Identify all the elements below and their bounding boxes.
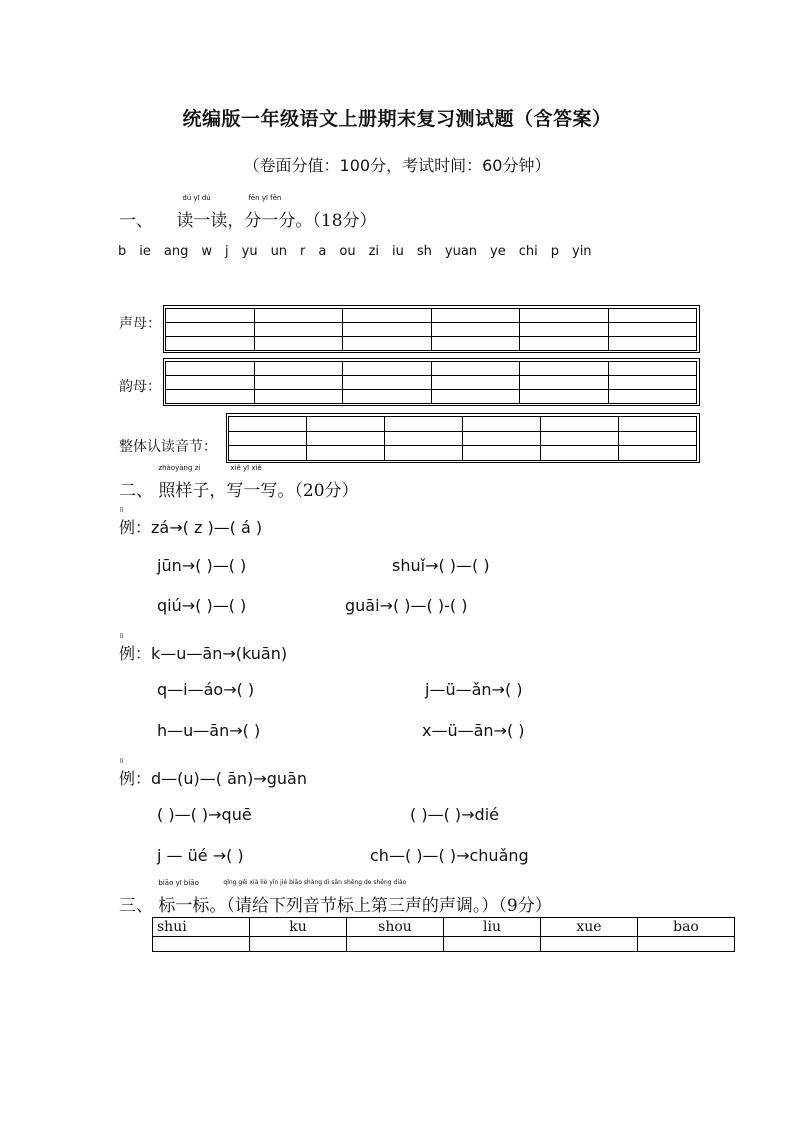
letter-item: ye [490, 244, 506, 259]
answer-cell[interactable] [165, 389, 255, 404]
answer-cell[interactable] [519, 361, 609, 376]
letter-item: chi [518, 244, 538, 259]
syllable-cell: shou [347, 918, 444, 937]
letter-item: sh [416, 244, 432, 259]
answer-cell[interactable] [540, 445, 619, 461]
answer-cell[interactable] [431, 322, 521, 337]
answer-cell[interactable] [254, 322, 344, 337]
answer-cell[interactable] [462, 416, 541, 432]
syllable-cell: shui [153, 918, 250, 937]
answer-cell[interactable] [342, 322, 432, 337]
answer-cell[interactable] [608, 389, 698, 404]
letter-list [118, 244, 605, 259]
example3-text: d—(u)—( ān)→guān [151, 769, 307, 788]
section2-heading [119, 464, 359, 501]
letter-item: ou [339, 244, 356, 259]
answer-cell[interactable] [342, 389, 432, 404]
answer-cell[interactable] [431, 389, 521, 404]
exercise-que: ( )—( )→quē [157, 805, 252, 824]
section1-title-part2: 分一分。（18分） [244, 211, 377, 231]
section3-title-part2: 。（请给下列音节标上第三声的声调。）（9分） [209, 896, 552, 916]
section2-title-part1: 照样子， [158, 481, 227, 501]
answer-cell[interactable] [431, 308, 521, 323]
syllable-cell: ku [250, 918, 347, 937]
tone-answer-cell[interactable] [444, 937, 541, 952]
letter-item: un [270, 244, 288, 259]
answer-cell[interactable] [608, 361, 698, 376]
label-zhengti: 整体认读音节： [119, 439, 217, 455]
answer-cell[interactable] [608, 336, 698, 351]
answer-cell[interactable] [618, 416, 697, 432]
answer-cell[interactable] [431, 375, 521, 390]
syllable-cell: xue [541, 918, 638, 937]
example1 [119, 507, 263, 538]
example2: lì 例：k—u—ān→(kuān) [119, 633, 288, 663]
section2-ruby1: zhàoyàng zi [158, 464, 201, 472]
answer-cell[interactable] [165, 322, 255, 337]
tone-answer-cell[interactable] [638, 937, 735, 952]
exercise-juan: j—ü—ǎn→( ) [425, 680, 523, 699]
answer-cell[interactable] [540, 431, 619, 447]
section2-title-part2: 写一写。（20分） [226, 481, 359, 501]
answer-cell[interactable] [608, 322, 698, 337]
exercise-qiao: q—i—áo→( ) [157, 680, 255, 699]
answer-cell[interactable] [228, 445, 307, 461]
letter-item: p [550, 244, 559, 259]
letter-item: w [201, 244, 212, 259]
example2-text: k—u—ān→(kuān) [151, 644, 288, 663]
section1-title-part1: 读一读， [176, 211, 245, 231]
page-title: 统编版一年级语文上册期末复习测试题（含答案） [182, 108, 612, 130]
answer-cell[interactable] [165, 336, 255, 351]
answer-cell[interactable] [306, 431, 385, 447]
tone-table [152, 917, 735, 952]
section1-number: 一、 [119, 211, 153, 231]
letter-item: b [118, 244, 127, 259]
answer-cell[interactable] [384, 445, 463, 461]
answer-cell[interactable] [254, 375, 344, 390]
section2-ruby2: xiě yī xiě [230, 464, 262, 472]
answer-cell[interactable] [519, 389, 609, 404]
exercise-die: ( )—( )→dié [410, 805, 499, 824]
zhengti-grid [226, 413, 700, 463]
page-subtitle: （卷面分值：100分，考试时间：60分钟） [243, 156, 551, 175]
section3-heading [119, 879, 552, 916]
answer-cell[interactable] [519, 375, 609, 390]
section3-title-part1: 标一标 [158, 896, 210, 916]
answer-cell[interactable] [540, 416, 619, 432]
exercise-qiu: qiú→( )—( ) [157, 596, 247, 615]
answer-cell[interactable] [228, 431, 307, 447]
section3-number: 三、 [119, 896, 153, 916]
label-yunmu: 韵母： [119, 379, 161, 395]
section3-ruby1: biāo yī biāo [158, 879, 199, 887]
section3-ruby2: qǐng gěi xià liè yīn jié biāo shàng dì sān shēng de shēng diào [223, 879, 407, 886]
syllable-cell: bao [638, 918, 735, 937]
answer-cell[interactable] [384, 431, 463, 447]
answer-cell[interactable] [462, 431, 541, 447]
answer-cell[interactable] [342, 375, 432, 390]
section1-heading [119, 194, 377, 231]
answer-cell[interactable] [384, 416, 463, 432]
li-ruby: lì [120, 507, 124, 514]
answer-cell[interactable] [519, 336, 609, 351]
answer-cell[interactable] [519, 308, 609, 323]
letter-item: yin [572, 244, 592, 259]
exercise-huan: h—u—ān→( ) [157, 721, 261, 740]
answer-cell[interactable] [431, 361, 521, 376]
letter-item: ie [139, 244, 151, 259]
answer-cell[interactable] [618, 431, 697, 447]
tone-answer-cell[interactable] [250, 937, 347, 952]
label-shengmu: 声母： [119, 316, 161, 332]
answer-cell[interactable] [165, 361, 255, 376]
answer-cell[interactable] [462, 445, 541, 461]
section1-ruby2: fēn yī fēn [248, 194, 282, 202]
example3: lì 例：d—(u)—( ān)→guān [119, 758, 307, 788]
exercise-jue: j — üé →( ) [157, 846, 244, 865]
letter-item: yuan [444, 244, 478, 259]
exercise-guai: guāi→( )—( )-( ) [345, 596, 468, 615]
section1-ruby1: dú yī dú [182, 194, 211, 202]
section2-number: 二、 [119, 481, 153, 501]
answer-cell[interactable] [342, 361, 432, 376]
answer-cell[interactable] [254, 336, 344, 351]
answer-cell[interactable] [228, 416, 307, 432]
yunmu-grid [163, 358, 700, 406]
answer-cell[interactable] [165, 308, 255, 323]
answer-cell[interactable] [254, 308, 344, 323]
exercise-shui: shuǐ→( )—( ) [392, 556, 490, 575]
answer-cell[interactable] [519, 322, 609, 337]
exercise-xuan: x—ü—ān→( ) [422, 721, 525, 740]
answer-cell[interactable] [342, 308, 432, 323]
answer-cell[interactable] [254, 361, 344, 376]
answer-cell[interactable] [165, 375, 255, 390]
tone-answer-cell[interactable] [347, 937, 444, 952]
answer-cell[interactable] [306, 416, 385, 432]
answer-cell[interactable] [431, 336, 521, 351]
answer-cell[interactable] [342, 336, 432, 351]
tone-answer-cell[interactable] [153, 937, 250, 952]
shengmu-grid [163, 305, 700, 353]
tone-answer-cell[interactable] [541, 937, 638, 952]
answer-cell[interactable] [306, 445, 385, 461]
syllable-cell: liu [444, 918, 541, 937]
letter-item: ang [163, 244, 189, 259]
answer-cell[interactable] [618, 445, 697, 461]
letter-item: yu [241, 244, 258, 259]
letter-item: j [225, 244, 229, 259]
answer-cell[interactable] [608, 375, 698, 390]
letter-item: r [300, 244, 306, 259]
example1-text: zá→( z )—( á ) [151, 518, 263, 537]
letter-item: a [318, 244, 327, 259]
answer-cell[interactable] [608, 308, 698, 323]
example-label: 例： [119, 518, 152, 537]
letter-item: zi [368, 244, 380, 259]
answer-cell[interactable] [254, 389, 344, 404]
exercise-jun: jūn→( )—( ) [157, 556, 247, 575]
exercise-chuang: ch—( )—( )→chuǎng [370, 846, 529, 865]
letter-item: iu [392, 244, 404, 259]
